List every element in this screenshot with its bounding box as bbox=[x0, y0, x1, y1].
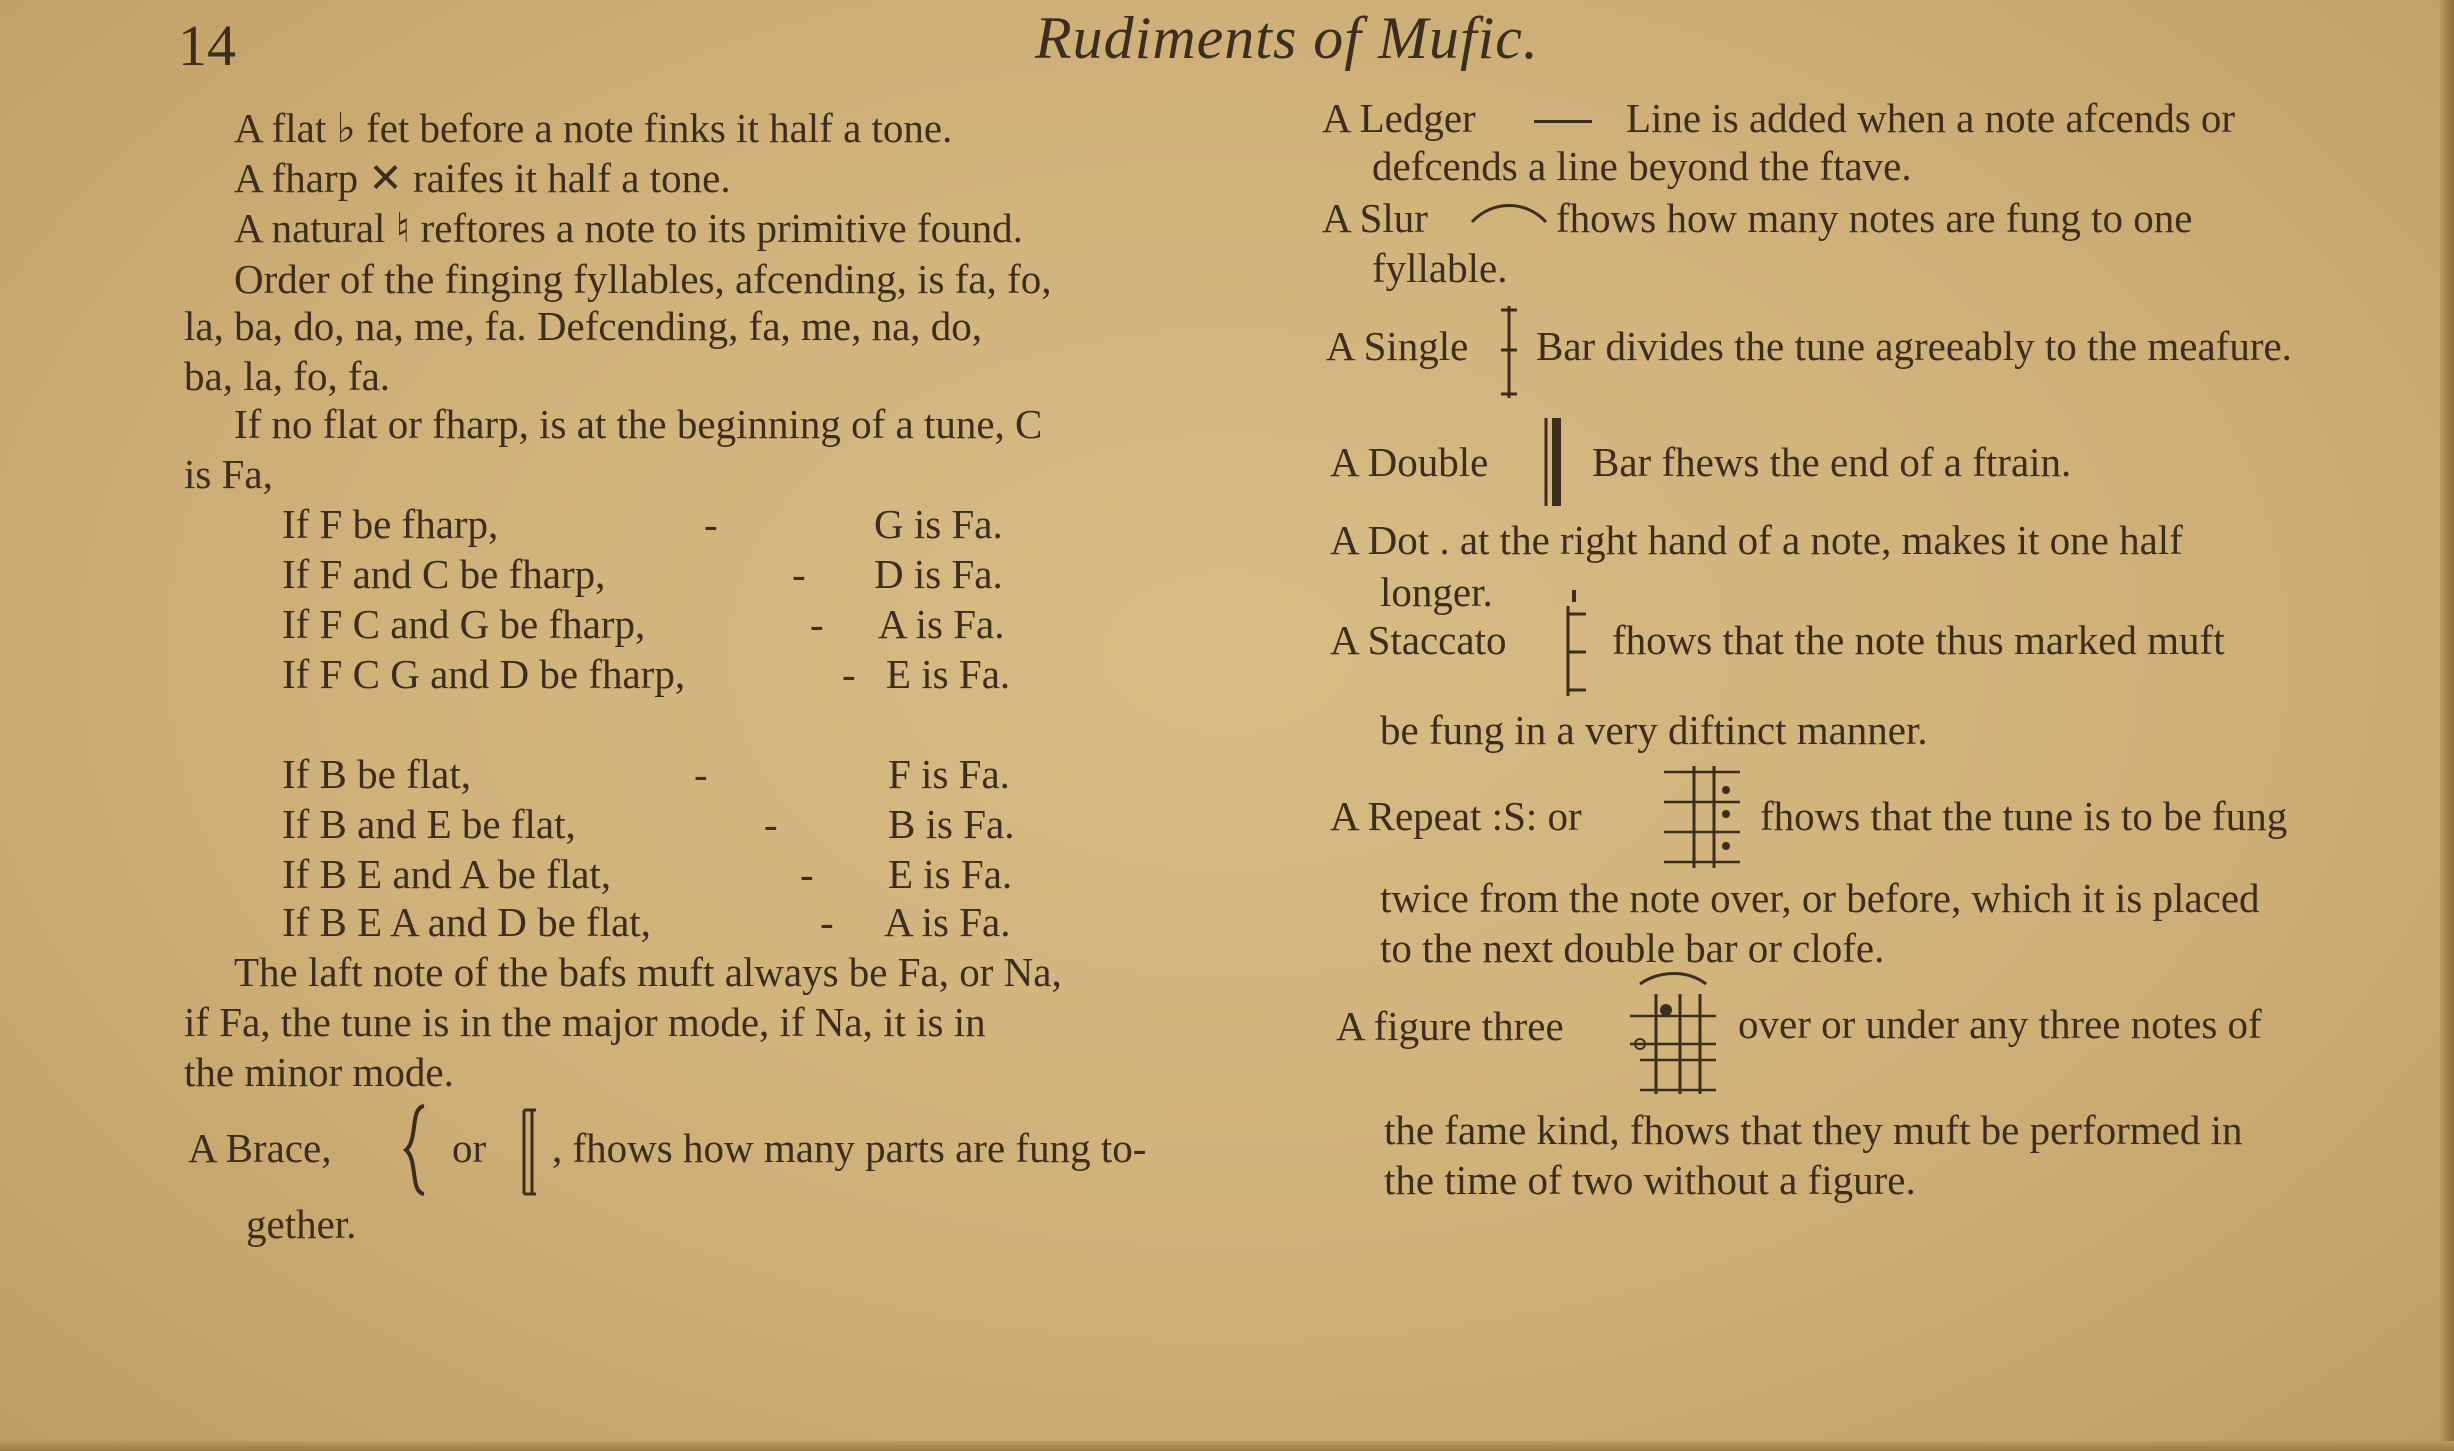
text-line: Bar divides the tune agreeably to the meafure. bbox=[1536, 323, 2292, 369]
text-line: la, ba, do, na, me, fa. Defcending, fa, me, na, do, bbox=[184, 303, 983, 349]
key-dash: - bbox=[792, 551, 806, 597]
key-condition: If B E A and D be flat, bbox=[282, 899, 651, 945]
key-condition: If B and E be flat, bbox=[282, 801, 576, 847]
text-line: fyllable. bbox=[1372, 245, 1508, 291]
brace-icon bbox=[396, 1100, 436, 1200]
key-dash: - bbox=[820, 899, 834, 945]
single-bar-icon bbox=[1496, 302, 1522, 402]
text-line: over or under any three notes of bbox=[1738, 1001, 2262, 1047]
key-condition: If F be fharp, bbox=[282, 501, 499, 547]
text-line: A Dot . at the right hand of a note, makes it one half bbox=[1330, 517, 2183, 563]
key-dash: - bbox=[764, 801, 778, 847]
text-line: fhows how many notes are fung to one bbox=[1556, 195, 2193, 241]
key-condition: If B be flat, bbox=[282, 751, 471, 797]
text-line: if Fa, the tune is in the major mode, if Na, it is in bbox=[184, 999, 986, 1045]
key-result: D is Fa. bbox=[874, 551, 1003, 597]
slur-icon bbox=[1468, 198, 1550, 228]
key-result: B is Fa. bbox=[888, 801, 1015, 847]
text-line: The laft note of the bafs muft always be Fa, or Na, bbox=[234, 949, 1062, 995]
key-result: A is Fa. bbox=[884, 899, 1011, 945]
key-condition: If F C and G be fharp, bbox=[282, 601, 646, 647]
text-line: A figure three bbox=[1336, 1003, 1564, 1049]
double-bar-icon bbox=[1534, 412, 1570, 512]
key-dash: - bbox=[800, 851, 814, 897]
text-line: is Fa, bbox=[184, 451, 273, 497]
page-edge bbox=[2440, 0, 2454, 1451]
key-result: F is Fa. bbox=[888, 751, 1010, 797]
text-line: A Ledger bbox=[1322, 95, 1476, 141]
text-line: A Double bbox=[1330, 439, 1489, 485]
text-line: A fharp ✕ raifes it half a tone. bbox=[234, 155, 731, 201]
text-line: fhows that the note thus marked muft bbox=[1612, 617, 2225, 663]
text-line: the time of two without a figure. bbox=[1384, 1157, 1916, 1203]
key-condition: If B E and A be flat, bbox=[282, 851, 612, 897]
text-line: longer. bbox=[1380, 569, 1493, 615]
key-result: A is Fa. bbox=[878, 601, 1005, 647]
triplet-figure-icon bbox=[1626, 970, 1720, 1098]
text-line: or bbox=[452, 1125, 487, 1171]
key-result: E is Fa. bbox=[888, 851, 1013, 897]
staccato-icon bbox=[1560, 584, 1594, 704]
key-condition: If F C G and D be fharp, bbox=[282, 651, 686, 697]
key-dash: - bbox=[694, 751, 708, 797]
text-line: Line is added when a note afcends or bbox=[1626, 95, 2236, 141]
text-line: A natural ♮ reftores a note to its primitive found. bbox=[234, 205, 1023, 251]
text-line: the minor mode. bbox=[184, 1049, 454, 1095]
key-result: G is Fa. bbox=[874, 501, 1003, 547]
page-number: 14 bbox=[178, 13, 236, 78]
key-result: E is Fa. bbox=[886, 651, 1011, 697]
text-line: Bar fhews the end of a ftrain. bbox=[1592, 439, 2072, 485]
text-line: A flat ♭ fet before a note finks it half a tone. bbox=[234, 105, 953, 151]
text-line: A Slur bbox=[1322, 195, 1428, 241]
text-line: be fung in a very diftinct manner. bbox=[1380, 707, 1928, 753]
text-line: gether. bbox=[246, 1201, 357, 1247]
text-line: , fhows how many parts are fung to- bbox=[552, 1125, 1147, 1171]
repeat-sign-icon bbox=[1660, 762, 1744, 872]
text-line: A Repeat :S: or bbox=[1330, 793, 1582, 839]
text-line: defcends a line beyond the ftave. bbox=[1372, 143, 1912, 189]
text-line: Order of the finging fyllables, afcending, is fa, fo, bbox=[234, 256, 1052, 302]
text-line: to the next double bar or clofe. bbox=[1380, 925, 1885, 971]
bracket-icon bbox=[514, 1106, 544, 1198]
text-line: fhows that the tune is to be fung bbox=[1760, 793, 2288, 839]
text-line: the fame kind, fhows that they muft be performed in bbox=[1384, 1107, 2243, 1153]
key-condition: If F and C be fharp, bbox=[282, 551, 606, 597]
text-line: If no flat or fharp, is at the beginning of a tune, C bbox=[234, 401, 1043, 447]
key-dash: - bbox=[842, 651, 856, 697]
text-line: ba, la, fo, fa. bbox=[184, 353, 391, 399]
text-line: A Staccato bbox=[1330, 617, 1507, 663]
text-line: A Brace, bbox=[188, 1125, 332, 1171]
ledger-line-icon bbox=[1534, 120, 1592, 123]
page-edge-bottom bbox=[0, 1441, 2454, 1451]
text-line: twice from the note over, or before, which it is placed bbox=[1380, 875, 2260, 921]
key-dash: - bbox=[810, 601, 824, 647]
text-line: A Single bbox=[1326, 323, 1469, 369]
key-dash: - bbox=[704, 501, 718, 547]
running-title: Rudiments of Mufic. bbox=[1035, 5, 1539, 71]
